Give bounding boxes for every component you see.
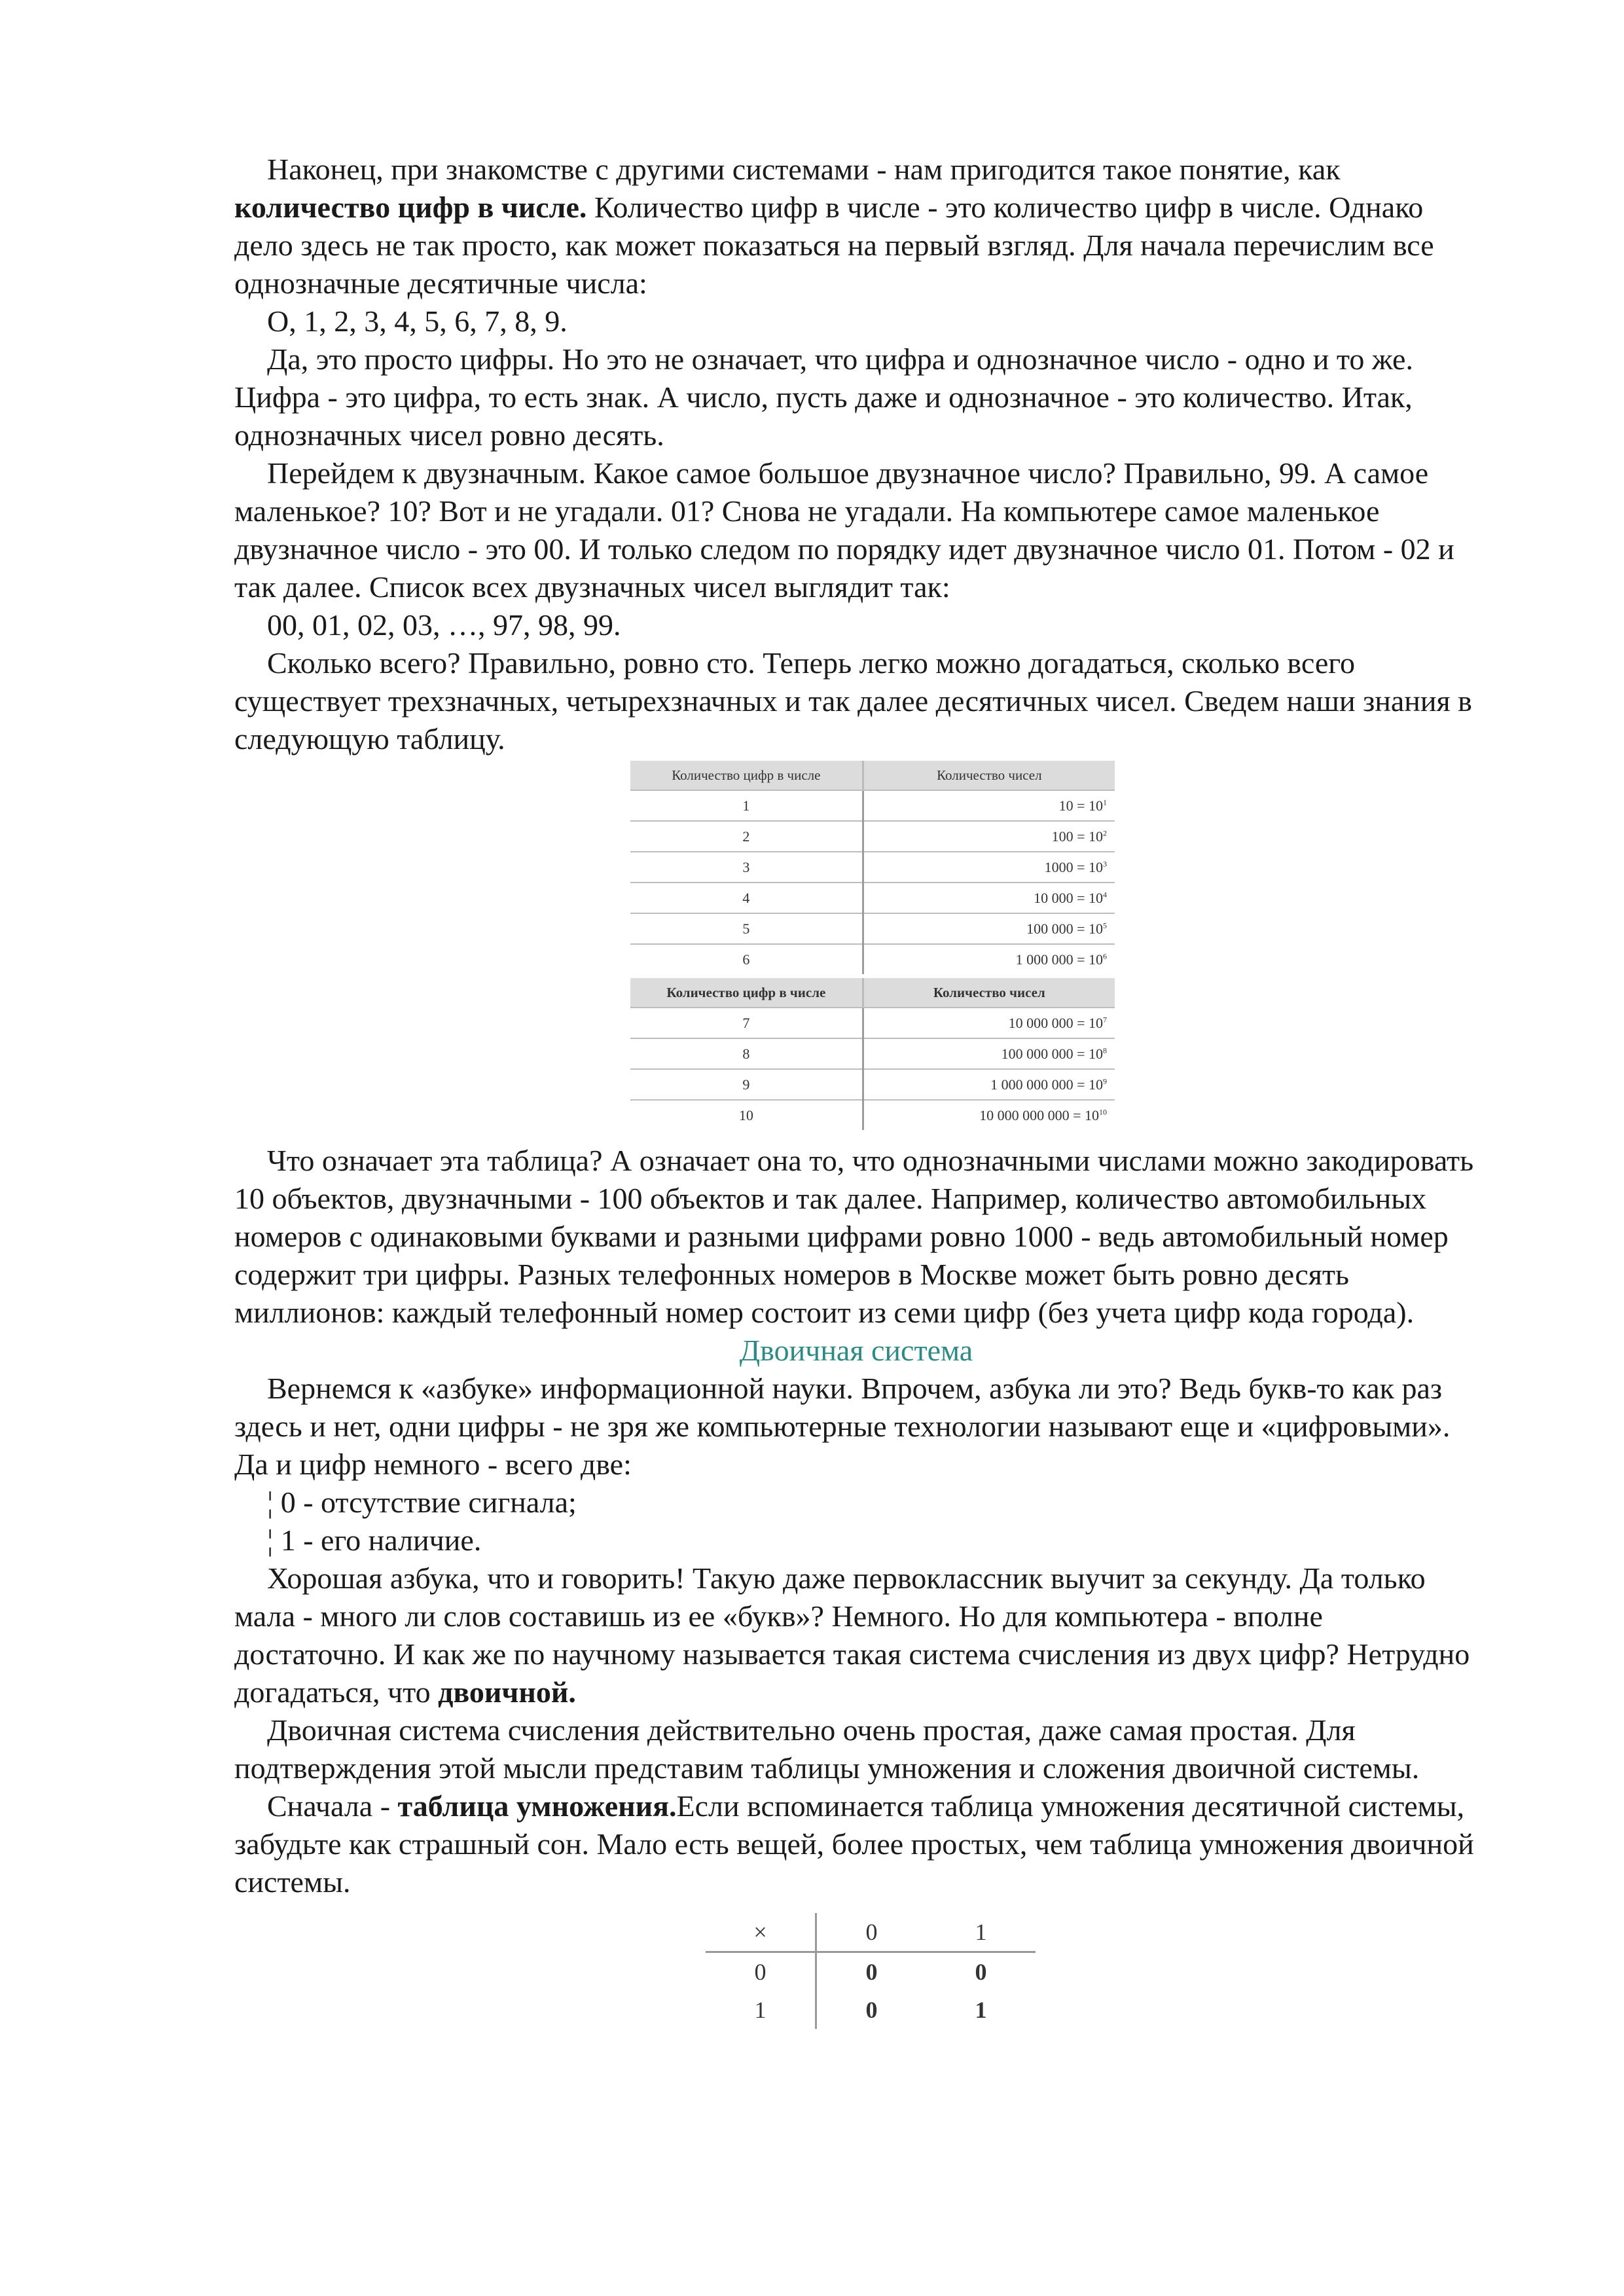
digits-cell: 9 xyxy=(630,1069,863,1100)
header-cell: × xyxy=(706,1913,816,1952)
table-cell: 0 xyxy=(975,1959,987,1985)
count-value: 1000 = 10 xyxy=(1044,858,1103,875)
document-page xyxy=(234,151,1478,2029)
count-cell xyxy=(863,821,1115,852)
count-cell xyxy=(863,1008,1115,1038)
count-cell xyxy=(863,1100,1115,1130)
paragraph-8: Вернемся к «азбуке» информационной науки. Впрочем, азбука ли это? Ведь букв-то как раз здесь и нет, одни цифры - не зря же компьютерные технологии называют еще и «цифровыми». Да и цифр немного - всего две: xyxy=(234,1372,1451,1481)
digits-cell: 7 xyxy=(630,1008,863,1038)
count-value: 100 000 000 = 10 xyxy=(1001,1045,1103,1062)
table-row xyxy=(706,1991,1036,2029)
count-cell xyxy=(863,913,1115,944)
digits-cell: 1 xyxy=(630,790,863,821)
bold-term: таблица умножения. xyxy=(397,1789,677,1823)
text: Хорошая азбука, что и говорить! Такую даже первоклассник выучит за секунду. Да только мала - много ли слов составишь из ее «букв»? Немного. Но для компьютера - вполне достаточно. И как же по научному называется такая система счисления из двух цифр? Нетрудно догадаться, что xyxy=(234,1561,1470,1709)
paragraph-digits: О, 1, 2, 3, 4, 5, 6, 7, 8, 9. xyxy=(267,304,568,338)
table-row xyxy=(630,913,1115,944)
list-item: ¦ 0 - отсутствие сигнала; xyxy=(267,1485,577,1519)
table-row xyxy=(706,1952,1036,1992)
table-row xyxy=(630,821,1115,852)
paragraph-1 xyxy=(234,151,1478,302)
exponent: 5 xyxy=(1103,920,1107,930)
count-cell xyxy=(863,852,1115,883)
text: Сначала - xyxy=(267,1789,398,1823)
exponent: 9 xyxy=(1103,1076,1107,1086)
count-cell xyxy=(863,944,1115,974)
exponent: 7 xyxy=(1103,1015,1107,1025)
exponent: 1 xyxy=(1103,797,1107,807)
paragraph-11 xyxy=(234,1787,1478,1901)
digits-cell: 3 xyxy=(630,852,863,883)
exponent: 3 xyxy=(1103,859,1107,869)
digits-count-table xyxy=(630,761,1115,1130)
table-cell: 1 xyxy=(706,1991,816,2029)
digits-cell: 4 xyxy=(630,883,863,913)
header-digits: Количество цифр в числе xyxy=(630,978,863,1008)
paragraph-two-digit-list: 00, 01, 02, 03, …, 97, 98, 99. xyxy=(267,608,621,642)
count-cell xyxy=(863,1069,1115,1100)
multiplication-table xyxy=(706,1913,1036,2029)
table-row xyxy=(630,852,1115,883)
table-cell: 1 xyxy=(975,1997,987,2023)
list-item: ¦ 1 - его наличие. xyxy=(267,1523,482,1557)
table-cell: 0 xyxy=(865,1959,878,1985)
bold-term: двоичной. xyxy=(438,1675,576,1709)
paragraph-4: Перейдем к двузначным. Какое самое большое двузначное число? Правильно, 99. А самое маленькое? 10? Вот и не угадали. 01? Снова не угадали. На компьютере самое маленькое двузначное число - это 00. И только следом по порядку идет двузначное число 01. Потом - 02 и так далее. Список всех двузначных чисел выглядит так: xyxy=(234,456,1454,604)
text: Количество цифр в числе - это количество цифр в числе. Однако дело здесь не так просто, как может показаться на первый взгляд. Для начала перечислим все однозначные десятичные числа: xyxy=(234,191,1434,300)
text: Если вспоминается таблица умножения десятичной системы, забудьте как страшный сон. Мало есть вещей, более простых, чем таблица умножения двоичной системы. xyxy=(234,1789,1474,1899)
header-count: Количество чисел xyxy=(863,978,1115,1008)
digits-cell: 8 xyxy=(630,1038,863,1069)
header-cell: 0 xyxy=(816,1913,927,1952)
paragraph-9 xyxy=(234,1559,1478,1711)
exponent: 6 xyxy=(1103,951,1107,961)
digits-cell: 5 xyxy=(630,913,863,944)
digits-cell: 10 xyxy=(630,1100,863,1130)
table-cell: 0 xyxy=(706,1952,816,1992)
count-value: 10 000 000 000 = 10 xyxy=(979,1106,1099,1123)
table-row xyxy=(630,1069,1115,1100)
count-value: 1 000 000 = 10 xyxy=(1015,951,1103,968)
count-value: 100 000 = 10 xyxy=(1026,920,1103,937)
table-row xyxy=(630,790,1115,821)
paragraph-3: Да, это просто цифры. Но это не означает, что цифра и однозначное число - одно и то же. Цифра - это цифра, то есть знак. А число, пусть даже и однозначное - это количество. Итак, однозначных чисел ровно десять. xyxy=(234,342,1413,452)
count-value: 1 000 000 000 = 10 xyxy=(990,1076,1103,1093)
count-value: 10 = 10 xyxy=(1058,797,1103,814)
table-header-row-2 xyxy=(630,978,1115,1008)
count-cell xyxy=(863,883,1115,913)
exponent: 4 xyxy=(1103,890,1107,900)
count-cell xyxy=(863,1038,1115,1069)
paragraph-10: Двоичная система счисления действительно очень простая, даже самая простая. Для подтверждения этой мысли представим таблицы умножения и сложения двоичной системы. xyxy=(234,1713,1420,1785)
table-header-row xyxy=(630,761,1115,790)
table-row xyxy=(630,944,1115,974)
table-row xyxy=(630,1038,1115,1069)
text: Наконец, при знакомстве с другими системами - нам пригодится такое понятие, как xyxy=(267,153,1341,186)
paragraph-6: Сколько всего? Правильно, ровно сто. Теперь легко можно догадаться, сколько всего существует трехзначных, четырехзначных и так далее десятичных чисел. Сведем наши знания в следующую таблицу. xyxy=(234,646,1472,756)
header-count: Количество чисел xyxy=(863,761,1115,790)
section-heading: Двоичная система xyxy=(739,1334,973,1367)
digits-cell: 6 xyxy=(630,944,863,974)
table-cell: 0 xyxy=(865,1997,878,2023)
paragraph-7: Что означает эта таблица? А означает она то, что однозначными числами можно закодировать 10 объектов, двузначными - 100 объектов и так далее. Например, количество автомобильных номеров с одинаковыми буквами и разными цифрами ровно 1000 - ведь автомобильный номер содержит три цифры. Разных телефонных номеров в Москве может быть ровно десять миллионов: каждый телефонный номер состоит из семи цифр (без учета цифр кода города). xyxy=(234,1144,1474,1329)
table-row xyxy=(630,883,1115,913)
header-digits: Количество цифр в числе xyxy=(630,761,863,790)
digits-count-table-image xyxy=(630,761,1115,1130)
table-row xyxy=(630,1100,1115,1130)
table-row xyxy=(630,1008,1115,1038)
count-value: 10 000 000 = 10 xyxy=(1008,1014,1103,1031)
count-value: 10 000 = 10 xyxy=(1034,889,1103,906)
count-cell xyxy=(863,790,1115,821)
digits-cell: 2 xyxy=(630,821,863,852)
bold-term: количество цифр в числе. xyxy=(234,191,587,224)
table-header-row xyxy=(706,1913,1036,1952)
count-value: 100 = 10 xyxy=(1051,828,1103,845)
header-cell: 1 xyxy=(926,1913,1036,1952)
exponent: 8 xyxy=(1103,1046,1107,1055)
exponent: 10 xyxy=(1099,1107,1107,1117)
exponent: 2 xyxy=(1103,828,1107,838)
